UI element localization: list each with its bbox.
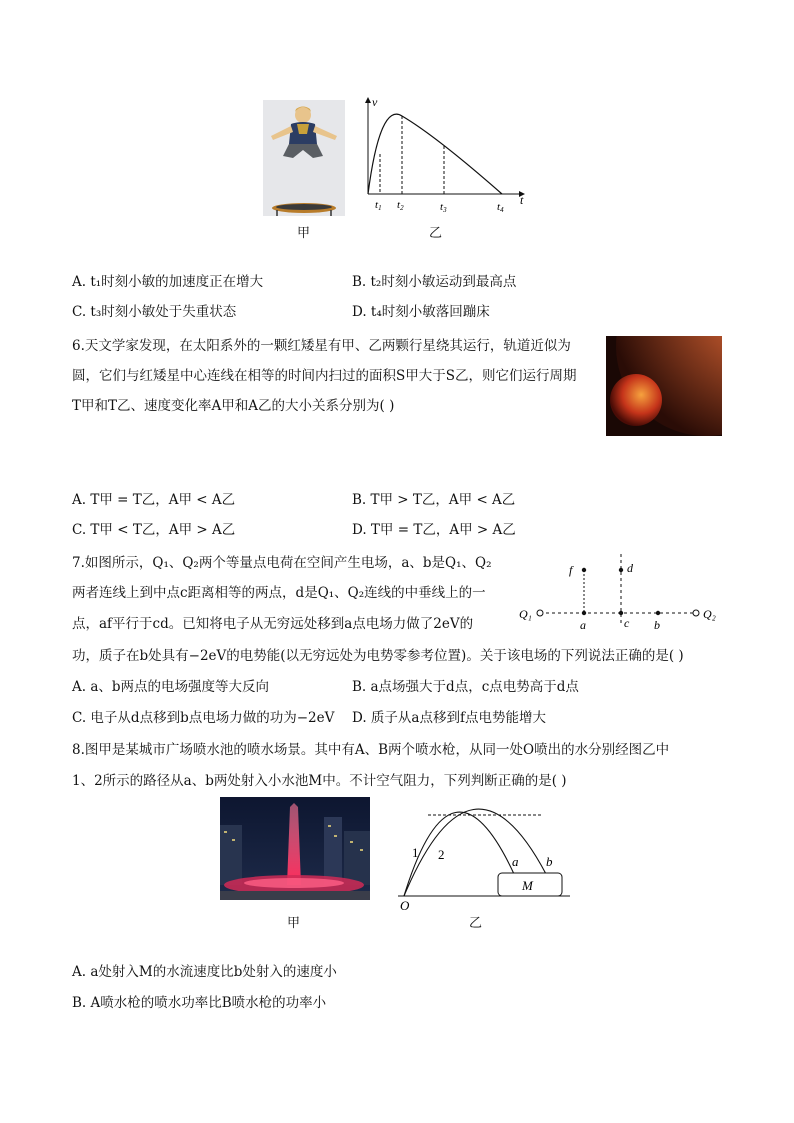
t-label: t	[520, 193, 524, 207]
q7-stem-line-4: 功，质子在b处具有−2eV的电势能(以无穷远处为电势零参考位置)。关于该电场的下列说法正确的是( )	[72, 648, 684, 664]
trampoline-photo	[263, 100, 345, 216]
label-c: c	[624, 616, 630, 630]
label-1: 1	[412, 845, 419, 860]
label-2: 2	[438, 847, 445, 862]
q7-stem-line-1: 7.如图所示，Q₁、Q₂两个等量点电荷在空间产生电场，a、b是Q₁、Q₂	[72, 555, 492, 571]
point-b	[656, 611, 660, 615]
label-q2: Q₂	[703, 607, 716, 621]
label-b: b	[546, 854, 553, 869]
v-label: v	[372, 95, 378, 109]
q8-stem-line-1: 8.图甲是某城市广场喷水池的喷水场景。其中有A、B两个喷水枪，从同一处O喷出的水分别经图乙中	[72, 742, 670, 758]
q6-option-a: A. T甲 = T乙，A甲 < A乙	[72, 492, 236, 508]
q5-option-b: B. t₂时刻小敏运动到最高点	[352, 274, 517, 290]
label-d: d	[627, 561, 633, 575]
label-a: a	[512, 854, 519, 869]
water-trajectory-diagram	[394, 806, 574, 912]
q6-option-d: D. T甲 = T乙，A甲 > A乙	[352, 522, 516, 538]
tick-labels	[375, 199, 504, 214]
fountain-caption-yi: 乙	[469, 916, 483, 931]
q6-stem-line-3: T甲和T乙、速度变化率A甲和A乙的大小关系分别为( )	[72, 398, 395, 414]
q7-option-c: C. 电子从d点移到b点电场力做的功为−2eV	[72, 710, 335, 726]
tick-t3: t3	[440, 201, 447, 214]
q8-option-b: B. A喷水枪的喷水功率比B喷水枪的功率小	[72, 995, 327, 1011]
q8-stem-line-2: 1、2所示的路径从a、b两处射入小水池M中。不计空气阻力，下列判断正确的是( )	[72, 773, 567, 789]
q8-option-a: A. a处射入M的水流速度比b处射入的速度小	[72, 964, 337, 980]
q7-option-a: A. a、b两点的电场强度等大反向	[72, 679, 270, 695]
label-o: O	[400, 898, 410, 912]
q6-option-b: B. T甲 > T乙，A甲 < A乙	[352, 492, 516, 508]
fountain-caption-jia: 甲	[287, 916, 301, 931]
point-a	[582, 611, 586, 615]
fig-caption-jia: 甲	[297, 226, 311, 241]
q7-option-d: D. 质子从a点移到f点电势能增大	[352, 710, 546, 726]
charge-field-diagram	[516, 552, 726, 632]
label-m: M	[522, 878, 533, 893]
label-f: f	[569, 563, 573, 577]
q7-stem-line-2: 两者连线上到中点c距离相等的两点，d是Q₁、Q₂连线的中垂线上的一	[72, 585, 486, 601]
red-dwarf-planet-image	[606, 336, 722, 436]
q2-charge	[693, 610, 699, 616]
tick-t1: t1	[375, 199, 382, 212]
q6-stem-line-2: 圆，它们与红矮星中心连线在相等的时间内扫过的面积S甲大于S乙，则它们运行周期	[72, 368, 577, 384]
label-q1: Q₁	[519, 607, 532, 621]
q5-option-a: A. t₁时刻小敏的加速度正在增大	[72, 274, 264, 290]
q5-option-d: D. t₄时刻小敏落回蹦床	[352, 304, 490, 320]
q1-charge	[537, 610, 543, 616]
point-c	[619, 611, 623, 615]
fountain-photo	[220, 797, 370, 900]
label-b: b	[654, 618, 660, 632]
q7-option-b: B. a点场强大于d点，c点电势高于d点	[352, 679, 579, 695]
tick-t2: t2	[397, 199, 404, 212]
label-a: a	[580, 618, 586, 632]
point-f	[582, 568, 586, 572]
tick-t4: t4	[497, 201, 504, 214]
velocity-time-graph	[356, 92, 536, 218]
q5-option-c: C. t₃时刻小敏处于失重状态	[72, 304, 237, 320]
point-d	[619, 568, 623, 572]
velocity-curve	[368, 114, 502, 194]
q7-stem-line-3: 点，af平行于cd。已知将电子从无穷远处移到a点电场力做了2eV的	[72, 616, 474, 632]
q6-option-c: C. T甲 < T乙，A甲 > A乙	[72, 522, 236, 538]
fig-caption-yi: 乙	[429, 226, 443, 241]
q6-stem-line-1: 6.天文学家发现，在太阳系外的一颗红矮星有甲、乙两颗行星绕其运行，轨道近似为	[72, 338, 571, 354]
